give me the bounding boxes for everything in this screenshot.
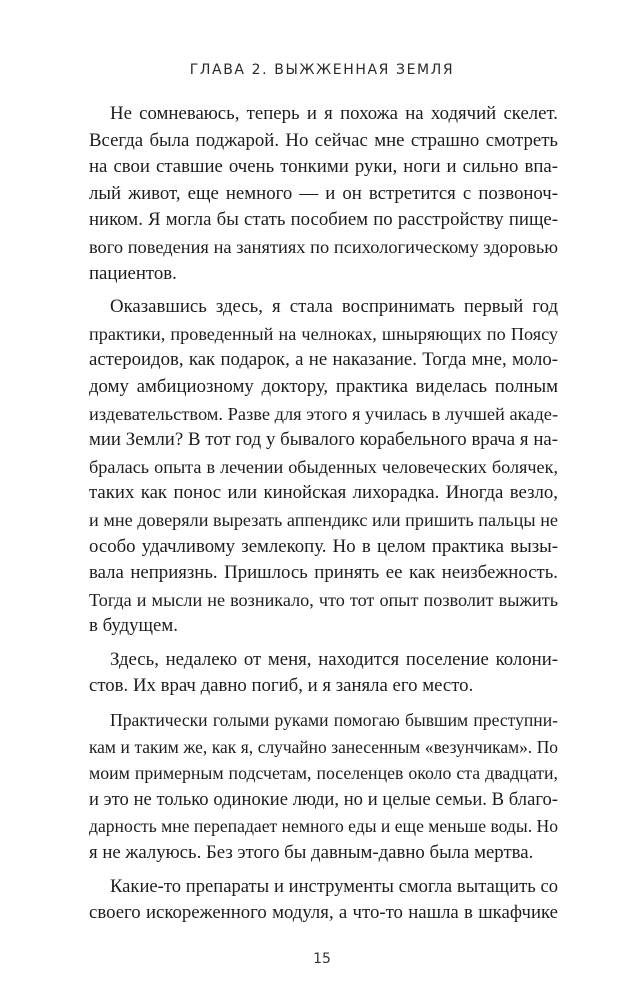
page-number: 15 xyxy=(313,951,331,967)
text-line: дому амбициозному доктору, практика виделась полным xyxy=(89,375,558,397)
paragraph xyxy=(89,647,558,700)
text-line: и мне доверяли вырезать аппендикс или пришить пальцы не xyxy=(89,509,558,530)
text-line: Здесь, недалеко от меня, находится поселение колони- xyxy=(110,648,558,670)
paragraph xyxy=(89,874,558,927)
text-line: издевательством. Разве для этого я училась в лучшей акаде- xyxy=(89,403,559,424)
running-head: ГЛАВА 2. ВЫЖЖЕННАЯ ЗЕМЛЯ xyxy=(189,62,455,78)
text-line: и это не только одинокие люди, но и целые семьи. В благо- xyxy=(89,788,558,810)
paragraph xyxy=(89,101,558,287)
text-line: астероидов, как подарок, а не наказание. Тогда мне, моло- xyxy=(89,349,558,371)
text-line: я не жалуюсь. Без этого бы давным-давно была мертва. xyxy=(89,842,534,864)
paragraph xyxy=(89,707,558,867)
text-line: Какие-то препараты и инструменты смогла вытащить со xyxy=(110,875,558,897)
text-line: кам и таким же, как я, случайно занесенным «везунчикам». По xyxy=(89,736,558,757)
body-text xyxy=(89,101,558,934)
text-line: пациентов. xyxy=(89,262,177,284)
text-line: вого поведения на занятиях по психологическому здоровью xyxy=(89,236,558,257)
text-line: Не сомневаюсь, теперь и я похожа на ходячий скелет. xyxy=(110,103,558,124)
text-line: вала неприязнь. Пришлось принять ее как неизбежность. xyxy=(89,562,558,584)
text-line: своего искореженного модуля, а что-то нашла в шкафчике xyxy=(89,902,558,924)
text-line: на свои ставшие очень тонкими руки, ноги и сильно впа- xyxy=(89,156,558,178)
text-line: дарность мне перепадает немного еды и еще меньше воды. Но xyxy=(89,816,558,837)
text-line: Тогда и мысли не возникало, что тот опыт позволит выжить xyxy=(89,589,558,610)
text-line: стов. Их врач давно погиб, и я заняла его место. xyxy=(89,675,474,697)
text-line: бралась опыта в лечении обыденных человеческих болячек, xyxy=(89,456,558,477)
text-line: таких как понос или кинойская лихорадка. Иногда везло, xyxy=(89,482,558,504)
text-line: в будущем. xyxy=(89,615,178,637)
paragraph xyxy=(89,294,558,640)
text-line: мии Земли? В тот год у бывалого корабельного врача я на- xyxy=(89,429,558,451)
text-line: Всегда была поджарой. Но сейчас мне страшно смотреть xyxy=(89,129,558,151)
text-line: Оказавшись здесь, я стала воспринимать первый год xyxy=(110,296,558,318)
text-line: практики, проведенный на челноках, шныряющих по Поясу xyxy=(89,323,558,344)
text-line: ником. Я могла бы стать пособием по расстройству пище- xyxy=(89,209,558,231)
text-line: моим примерным подсчетам, поселенцев около ста двадцати, xyxy=(89,763,558,784)
text-line: особо удачливому землекопу. Но в целом практика вызы- xyxy=(89,535,558,557)
text-line: Практически голыми руками помогаю бывшим преступни- xyxy=(110,710,558,731)
text-line: лый живот, еще немного — и он встретится с позвоноч- xyxy=(89,182,558,204)
